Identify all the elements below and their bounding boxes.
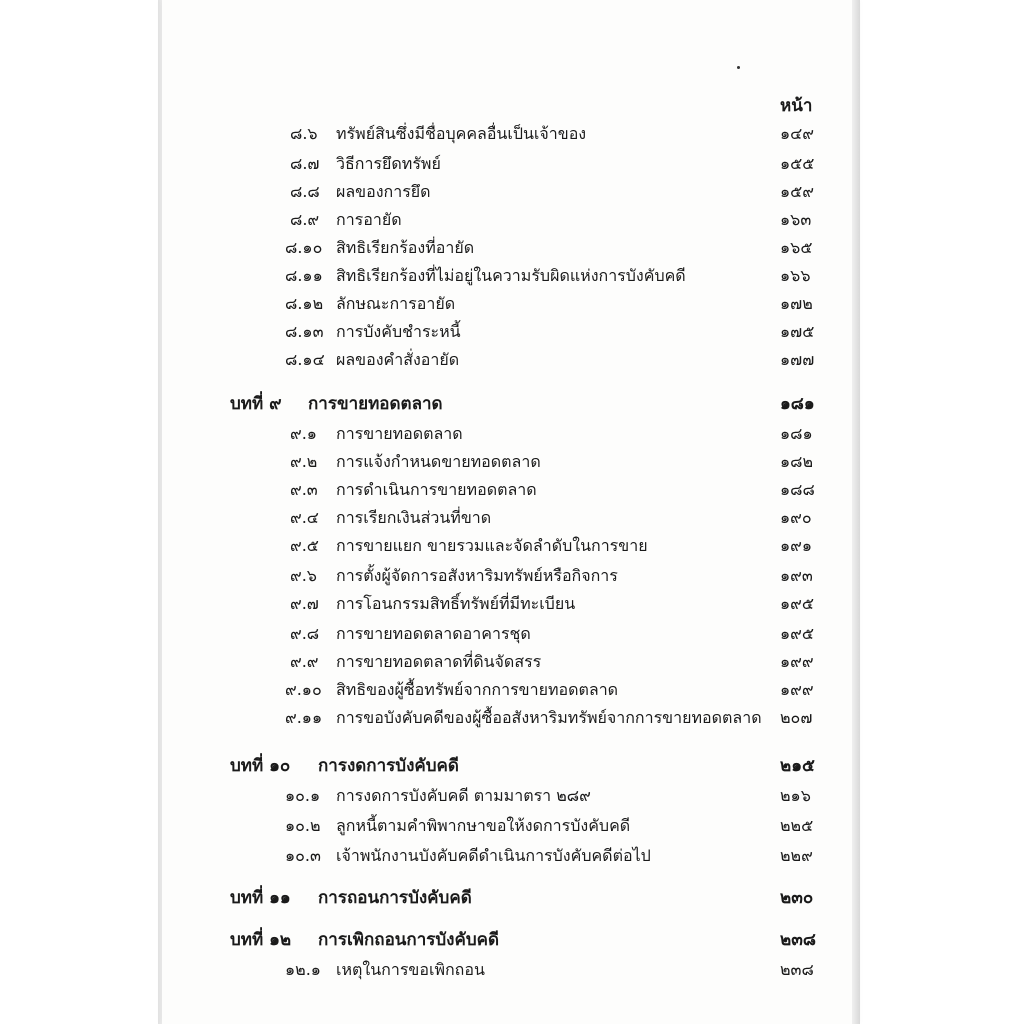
section-number: ๑๐.๓ <box>285 846 321 865</box>
section-number: ๙.๗ <box>290 594 319 613</box>
chapter-number: บทที่ ๑๒ <box>230 930 292 950</box>
section-title: ลักษณะการอายัด <box>336 294 456 313</box>
book-page <box>162 0 858 1024</box>
page-number: ๑๗๒ <box>780 294 813 313</box>
page-number: ๒๓๐ <box>780 888 814 908</box>
page-number: ๒๓๘ <box>780 930 816 950</box>
page-number: ๑๔๙ <box>780 124 814 143</box>
chapter-number: บทที่ ๑๑ <box>230 888 291 908</box>
page-number: ๑๗๕ <box>780 322 815 341</box>
section-number: ๘.๖ <box>290 124 318 143</box>
section-title: การตั้งผู้จัดการอสังหาริมทรัพย์หรือกิจการ <box>336 566 618 585</box>
section-number: ๙.๙ <box>290 652 319 671</box>
page-number: ๑๙๕ <box>780 624 814 643</box>
section-number: ๙.๓ <box>290 480 318 499</box>
page-number: ๑๙๙ <box>780 680 814 699</box>
page-column-header: หน้า <box>780 96 813 116</box>
section-title: สิทธิเรียกร้องที่อายัด <box>336 238 475 257</box>
section-title: การอายัด <box>336 210 402 229</box>
section-title: ผลของการยึด <box>336 182 431 201</box>
section-title: การดำเนินการขายทอดตลาด <box>336 480 537 499</box>
page-number: ๑๙๓ <box>780 566 813 585</box>
page-number: ๒๒๙ <box>780 846 813 865</box>
page-number: ๑๙๕ <box>780 594 814 613</box>
page-number: ๑๖๕ <box>780 238 813 257</box>
page-number: ๒๐๗ <box>780 708 813 727</box>
page-number: ๑๖๖ <box>780 266 811 285</box>
section-title: เจ้าพนักงานบังคับคดีดำเนินการบังคับคดีต่อไป <box>336 846 651 865</box>
section-title: การขายทอดตลาดที่ดินจัดสรร <box>336 652 542 671</box>
section-number: ๘.๑๐ <box>285 238 323 257</box>
page-number: ๒๑๕ <box>780 756 815 776</box>
section-title: วิธีการยึดทรัพย์ <box>336 154 441 173</box>
page-number: ๑๘๒ <box>780 452 814 471</box>
section-title: การโอนกรรมสิทธิ์ทรัพย์ที่มีทะเบียน <box>336 594 576 613</box>
page-number: ๒๒๕ <box>780 816 814 835</box>
section-title: สิทธิเรียกร้องที่ไม่อยู่ในความรับผิดแห่งการบังคับคดี <box>336 266 686 285</box>
chapter-title: การถอนการบังคับคดี <box>318 888 472 908</box>
section-title: การแจ้งกำหนดขายทอดตลาด <box>336 452 541 471</box>
section-number: ๙.๑๐ <box>285 680 322 699</box>
section-number: ๘.๗ <box>290 154 320 173</box>
section-number: ๑๐.๒ <box>285 816 321 835</box>
section-title: การขายทอดตลาดอาคารชุด <box>336 624 531 643</box>
section-number: ๘.๑๔ <box>285 350 325 369</box>
section-number: ๘.๘ <box>290 182 320 201</box>
section-number: ๑๐.๑ <box>285 786 321 805</box>
section-number: ๑๒.๑ <box>285 960 321 979</box>
section-title: ทรัพย์สินซึ่งมีชื่อบุคคลอื่นเป็นเจ้าของ <box>336 124 587 143</box>
section-title: เหตุในการขอเพิกถอน <box>336 960 485 979</box>
page-number: ๑๘๘ <box>780 480 815 499</box>
section-number: ๙.๖ <box>290 566 317 585</box>
section-title: ลูกหนี้ตามคำพิพากษาขอให้งดการบังคับคดี <box>336 816 631 835</box>
chapter-number: บทที่ ๙ <box>230 394 282 414</box>
section-title: การขอบังคับคดีของผู้ซื้ออสังหาริมทรัพย์จากการขายทอดตลาด <box>336 708 762 727</box>
section-title: การขายแยก ขายรวมและจัดลำดับในการขาย <box>336 536 648 555</box>
section-number: ๘.๑๓ <box>285 322 324 341</box>
section-title: การเรียกเงินส่วนที่ขาด <box>336 508 492 527</box>
chapter-title: การขายทอดตลาด <box>308 394 443 414</box>
section-title: การบังคับชำระหนี้ <box>336 322 461 341</box>
section-title: การงดการบังคับคดี ตามมาตรา ๒๘๙ <box>336 786 591 805</box>
section-number: ๙.๕ <box>290 536 319 555</box>
chapter-title: การงดการบังคับคดี <box>318 756 459 776</box>
section-number: ๙.๑ <box>290 424 317 443</box>
page-number: ๑๕๕ <box>780 154 815 173</box>
page-number: ๒๓๘ <box>780 960 814 979</box>
page-number: ๑๙๐ <box>780 508 812 527</box>
page-number: ๑๙๙ <box>780 652 814 671</box>
page-number: ๒๑๖ <box>780 786 811 805</box>
ink-dot <box>737 66 740 69</box>
section-number: ๙.๔ <box>290 508 319 527</box>
section-number: ๙.๑๑ <box>285 708 323 727</box>
page-edge-right <box>852 0 860 1024</box>
section-number: ๙.๘ <box>290 624 320 643</box>
page-number: ๑๗๗ <box>780 350 815 369</box>
section-title: สิทธิของผู้ซื้อทรัพย์จากการขายทอดตลาด <box>336 680 619 699</box>
page-number: ๑๙๑ <box>780 536 813 555</box>
section-number: ๘.๑๒ <box>285 294 324 313</box>
section-number: ๘.๙ <box>290 210 320 229</box>
page-number: ๑๕๙ <box>780 182 814 201</box>
chapter-number: บทที่ ๑๐ <box>230 756 291 776</box>
page-number: ๑๘๑ <box>780 394 815 414</box>
chapter-title: การเพิกถอนการบังคับคดี <box>318 930 500 950</box>
page-number: ๑๘๑ <box>780 424 813 443</box>
section-title: การขายทอดตลาด <box>336 424 463 443</box>
section-number: ๘.๑๑ <box>285 266 323 285</box>
section-number: ๙.๒ <box>290 452 318 471</box>
page-number: ๑๖๓ <box>780 210 812 229</box>
section-title: ผลของคำสั่งอายัด <box>336 350 460 369</box>
